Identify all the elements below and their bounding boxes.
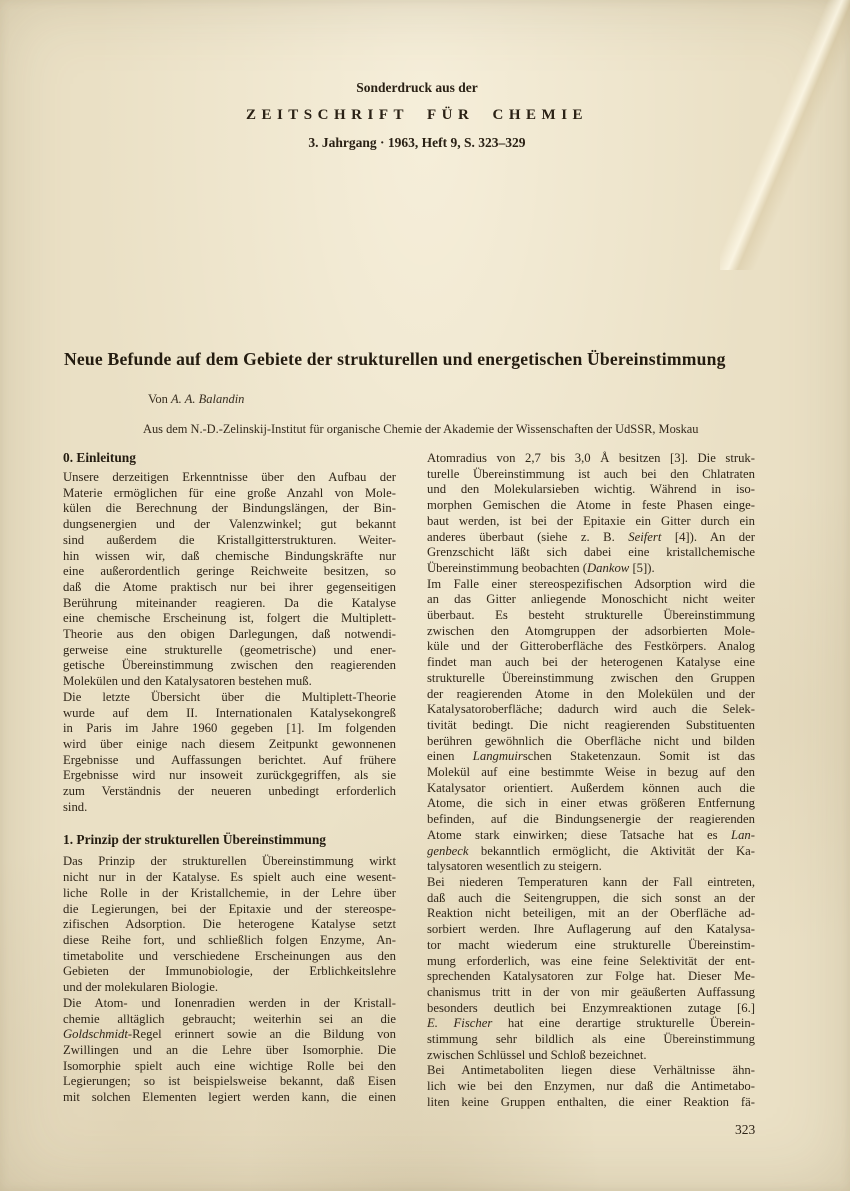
text-line: liche Rolle in der Kristallchemie, in der Lehre über xyxy=(63,885,396,900)
text-line: wurde auf dem II. Internationalen Katalysekongreß xyxy=(63,705,396,720)
text-line: gerweise eine strukturelle (geometrische) und ener- xyxy=(63,642,396,657)
affiliation: Aus dem N.-D.-Zelinskij-Institut für organische Chemie der Akademie der Wissenschaften der UdSSR, Moskau xyxy=(143,422,699,436)
italic-name: E. Fischer xyxy=(427,1016,493,1031)
text-line: küle und der Gitteroberfläche des Festkörpers. Analog xyxy=(427,639,755,654)
paragraph xyxy=(63,690,396,816)
text-line: külen die Berechnung der Bindungslängen, der Bin- xyxy=(63,501,396,516)
text-line: zifischen Adsorption. Die heterogene Katalyse setzt xyxy=(63,917,396,932)
text-line: findet man auch bei der heterogenen Katalyse eine xyxy=(427,655,755,670)
text-line: chanismus tritt in der von mir geäußerten Auffassung xyxy=(427,984,755,999)
italic-name: genbeck xyxy=(427,843,469,858)
text-line: eine außerordentlich geringe Reichweite besitzen, so xyxy=(63,564,396,579)
text-line: zwischen den Atomgruppen der adsorbierten Mole- xyxy=(427,623,755,638)
text-line: strukturelle Übereinstimmung zwischen den Gruppen xyxy=(427,670,755,685)
text-line: Atomradius von 2,7 bis 3,0 Å besitzen [3]. Die struk- xyxy=(427,451,755,465)
author-name: A. A. Balandin xyxy=(171,392,245,406)
text-line: lich wie bei den Enzymen, nur daß die Antimetabo- xyxy=(427,1079,755,1094)
text-line: zum Verständnis der neueren unbedingt erforderlich xyxy=(63,784,396,799)
text-line: Zwillingen und an die Lehre über Isomorphie. Die xyxy=(63,1042,396,1057)
text-line: talysatoren wesentlich zu steigern. xyxy=(427,859,602,874)
text-line: Katalysator orientiert. Außerdem können auch die xyxy=(427,780,755,795)
paragraph xyxy=(63,854,396,995)
article-title: Neue Befunde auf dem Gebiete der strukturellen und energetischen Übereinstimmung xyxy=(64,349,726,369)
section-heading: 0. Einleitung xyxy=(63,450,136,465)
text-line: tor macht wiederum eine strukturelle Übereinstim- xyxy=(427,937,755,952)
italic-name: Dankow xyxy=(586,560,630,575)
text-line: berühren gewöhnlich die Oberfläche nicht und bilden xyxy=(427,733,755,748)
text-line: Molekül auf eine bestimmte Weise in bezug auf den xyxy=(427,765,755,780)
text-line: Goldschmidt-Regel erinnert sowie an die Bildung von xyxy=(63,1027,396,1042)
text-line: besonders deutlich bei Enzymreaktionen zutage [6.] xyxy=(427,1000,755,1015)
paragraph xyxy=(427,577,755,875)
text-line: stimmung sehr bildlich als eine Übereinstimmung xyxy=(427,1032,755,1047)
text-line: Die letzte Übersicht über die Multiplett-Theorie xyxy=(63,689,396,704)
text-line: eine chemische Erscheinung ist, folgert die Multiplett- xyxy=(63,611,396,626)
text-line: überbaut. Es besteht strukturelle Übereinstimmung xyxy=(427,608,755,623)
journal-name: ZEITSCHRIFT FÜR CHEMIE xyxy=(245,107,589,123)
paragraph xyxy=(63,996,396,1106)
text-line: Unsere derzeitigen Erkenntnisse über den Aufbau der xyxy=(63,470,396,484)
text-line: und den Molekularsieben wichtig. Während in iso- xyxy=(427,482,755,497)
text-line: getische Übereinstimmung zwischen den reagierenden xyxy=(63,658,396,673)
text-line: Ergebnisse und Auffassungen berichtet. Auf frühere xyxy=(63,752,396,767)
italic-name: Langmuir xyxy=(472,749,523,764)
column-left xyxy=(63,450,396,1106)
paragraph xyxy=(63,470,396,690)
issue-info: 3. Jahrgang · 1963, Heft 9, S. 323–329 xyxy=(308,135,526,150)
byline xyxy=(148,392,244,407)
text-line: Katalysatoroberfläche; dadurch wird auch die Selek- xyxy=(427,702,755,717)
text-line: Atome stark einwirken; diese Tatsache hat es Lan- xyxy=(427,827,755,842)
text-line: hin wissen wir, daß chemische Bindungskräfte nur xyxy=(63,548,396,563)
text-line: Theorie aus den obigen Darlegungen, daß notwendi- xyxy=(63,627,396,642)
text-line: Gebieten der Immunobiologie, der Erblichkeitslehre xyxy=(63,964,396,979)
section-heading: 1. Prinzip der strukturellen Übereinstimmung xyxy=(63,832,326,848)
text-line: E. Fischer hat eine derartige strukturelle Überein- xyxy=(427,1016,755,1031)
text-line: sorbiert werden. Ihre Auflagerung auf den Katalysa- xyxy=(427,922,755,937)
italic-name: Seifert xyxy=(628,529,662,544)
text-line: Molekülen und den Katalysatoren bestehen muß. xyxy=(63,674,312,689)
text-line: chemie alltäglich gebraucht; weiterhin sei an die xyxy=(63,1011,396,1026)
text-line: morphen Gemischen die Atome in feste Phasen einge- xyxy=(427,498,755,513)
text-line: timetabolite und verschiedene Erscheinungen aus den xyxy=(63,948,396,963)
text-line: mung erforderlich, was eine feine Selektivität der ent- xyxy=(427,953,755,968)
text-line: mit solchen Elementen legiert werden kann, die einen xyxy=(63,1090,396,1105)
text-line: diese Reihe fort, und schließlich folgen Enzyme, An- xyxy=(63,932,396,947)
column-right xyxy=(427,451,755,1111)
italic-name: Goldschmidt xyxy=(63,1027,128,1042)
byline-prefix: Von xyxy=(148,392,172,406)
text-line: nicht nur in der Katalyse. Es spielt auch eine wesent- xyxy=(63,870,396,885)
text-line: genbeck bekanntlich ermöglicht, die Aktivität der Ka- xyxy=(427,843,755,858)
text-line: sind außerdem die Kristallgitterstrukturen. Weiter- xyxy=(63,532,396,547)
page-number: 323 xyxy=(735,1122,756,1137)
text-line: turelle Übereinstimmung ist auch bei den Chlatraten xyxy=(427,466,755,481)
reprint-note: Sonderdruck aus der xyxy=(356,80,478,95)
text-line: dungsenergien und der Valenzwinkel; gut bekannt xyxy=(63,517,396,532)
text-line: daß auch die Seitengruppen, die sich sonst an der xyxy=(427,890,755,905)
text-line: an das Gitter anliegende Monoschicht nicht weiter xyxy=(427,592,755,607)
text-line: daß die Atome praktisch nur bei ihrer gegenseitigen xyxy=(63,579,396,594)
text-line: Das Prinzip der strukturellen Übereinstimmung wirkt xyxy=(63,854,396,869)
text-line: Bei niederen Temperaturen kann der Fall eintreten, xyxy=(427,874,755,889)
text-line: anderes überbaut (siehe z. B. Seifert [4]). An der xyxy=(427,529,755,544)
text-line: liten keine Gruppen enthalten, die einer Reaktion fä- xyxy=(427,1094,755,1109)
journal-header xyxy=(0,80,842,151)
italic-name: Lan- xyxy=(731,827,755,842)
text-line: der reagierenden Atome in den Molekülen und der xyxy=(427,686,755,701)
text-line: Berührung miteinander reagieren. Da die Katalyse xyxy=(63,595,396,610)
text-line: Isomorphie spielt auch eine wichtige Rolle bei den xyxy=(63,1058,396,1073)
text-line: Atome, die sich in einer etwas größeren Entfernung xyxy=(427,796,755,811)
text-line: in Paris im Jahre 1960 gegeben [1]. Im folgenden xyxy=(63,721,396,736)
paragraph xyxy=(427,451,755,577)
text-line: Legierungen; so ist beispielsweise bekannt, daß Eisen xyxy=(63,1074,396,1089)
text-line: und der molekularen Biologie. xyxy=(63,980,219,995)
text-line: befinden, auf die Bindungsenergie der reagierenden xyxy=(427,812,755,827)
text-line: Materie ermöglichen für eine große Anzahl von Mole- xyxy=(63,485,396,500)
text-line: Reaktion nicht beteiligen, mit an der Oberfläche ad- xyxy=(427,906,755,921)
text-line: Grenzschicht läßt sich dabei eine kristallchemische xyxy=(427,545,755,560)
text-line: Bei Antimetaboliten liegen diese Verhältnisse ähn- xyxy=(427,1063,755,1078)
text-line: Die Atom- und Ionenradien werden in der Kristall- xyxy=(63,995,396,1010)
text-line: baut werden, ist bei der Epitaxie ein Gitter durch ein xyxy=(427,513,755,528)
text-line: Übereinstimmung beobachten (Dankow [5]). xyxy=(427,560,655,575)
text-line: Ergebnisse wird nur insoweit zurückgegriffen, als sie xyxy=(63,768,396,783)
paragraph xyxy=(427,875,755,1063)
text-line: die Legierungen, bei der Epitaxie und der stereospe- xyxy=(63,901,396,916)
text-line: sprechenden Katalysatoren zur Folge hat. Dieser Me- xyxy=(427,969,755,984)
text-line: Im Falle einer stereospezifischen Adsorption wird die xyxy=(427,576,755,591)
text-line: sind. xyxy=(63,799,88,814)
text-line: zwischen Schlüssel und Schloß bezeichnet. xyxy=(427,1047,647,1062)
paragraph xyxy=(427,1063,755,1110)
text-line: tivität bedingt. Die nicht reagierenden Substituenten xyxy=(427,717,755,732)
text-line: wird über einige nach diesem Zeitpunkt gewonnenen xyxy=(63,736,396,751)
text-line: einen Langmuirschen Staketenzaun. Somit ist das xyxy=(427,749,756,764)
